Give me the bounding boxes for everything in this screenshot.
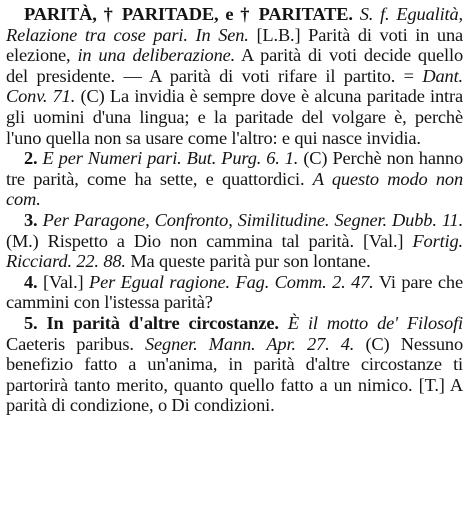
grammar-label: S. f. <box>359 4 390 24</box>
citation: Segner. Mann. Apr. 27. 4. <box>144 333 355 354</box>
quotation: Rispetto a Dio non cammina tal parità. <box>47 230 354 251</box>
sense-heading: E per Numeri pari. <box>42 148 182 169</box>
sense-heading: Per Paragone, Confronto, Similitudine. <box>42 209 330 230</box>
source-tag: (C) <box>80 86 105 107</box>
note-italic: È il motto de' Filosofi <box>287 312 463 333</box>
quotation: Vi pare che cammini con l'istessa parità? <box>6 271 463 313</box>
sense-heading: In parità d'altre circostanze. <box>46 312 279 333</box>
source-citation: In Sen. <box>195 24 249 45</box>
sense-3 <box>6 210 463 272</box>
latin-phrase: Caeteris paribus. <box>6 333 134 354</box>
citation: Fortig. Ricciard. 22. 88. <box>6 230 463 272</box>
source-tag: (C) <box>303 148 328 169</box>
citation: Segner. Dubb. 11. <box>334 209 464 230</box>
source-tag: (M.) <box>6 230 39 251</box>
citation: Fag. Comm. 2. 47. <box>235 271 374 292</box>
quotation: A parità di condizione, o Di condizioni. <box>6 374 464 416</box>
sense-number: 2. <box>24 148 38 169</box>
citation: Dant. Conv. 71. <box>6 65 463 107</box>
source-tag: [Val.] <box>362 230 404 251</box>
note-italic: A questo modo non com. <box>6 168 463 210</box>
example-text: A parità di voti decide quello del presidente. — A parità di voti rifare il partito. = <box>6 45 464 86</box>
definition: Egualità, Relazione tra cose pari. <box>6 4 463 45</box>
sense-number: 5. <box>24 312 38 333</box>
example-italic: in una deliberazione. <box>77 45 236 66</box>
source-tag: [L.B.] <box>256 24 301 45</box>
sense-number: 4. <box>24 271 38 292</box>
source-tag: (C) <box>365 333 390 354</box>
sense-4 <box>6 272 463 313</box>
quotation: Nessuno benefizio fatto a un'anima, in parità d'altre circostanze ti partorirà tanto merito, quanto quello fatto a un nimico. <box>6 333 464 395</box>
sense-2 <box>6 148 463 210</box>
quotation: La invidia è sempre dove è alcuna paritade intra gli uomini d'una lingua; e la paritade del volgare è, perchè l'uno quella non sa usare come l'altro: e qui nasce invidia. <box>6 86 464 148</box>
quotation: Ma queste parità pur son lontane. <box>130 251 371 272</box>
entry-main-paragraph <box>6 4 463 148</box>
example-text: Parità di voti in una elezione, <box>6 24 464 66</box>
sense-5 <box>6 313 463 416</box>
dictionary-entry-parita <box>6 4 463 416</box>
source-tag: [Val.] <box>43 271 84 292</box>
sense-heading: Per Egual ragione. <box>89 271 230 292</box>
source-tag: [T.] <box>418 374 445 395</box>
citation: But. Purg. 6. 1. <box>186 148 299 169</box>
sense-number: 3. <box>24 209 38 230</box>
headword: PARITÀ, † PARITADE, e † PARITATE. <box>24 4 353 24</box>
quotation: Perchè non hanno tre parità, come ha sette, e quattordici. <box>6 148 463 189</box>
